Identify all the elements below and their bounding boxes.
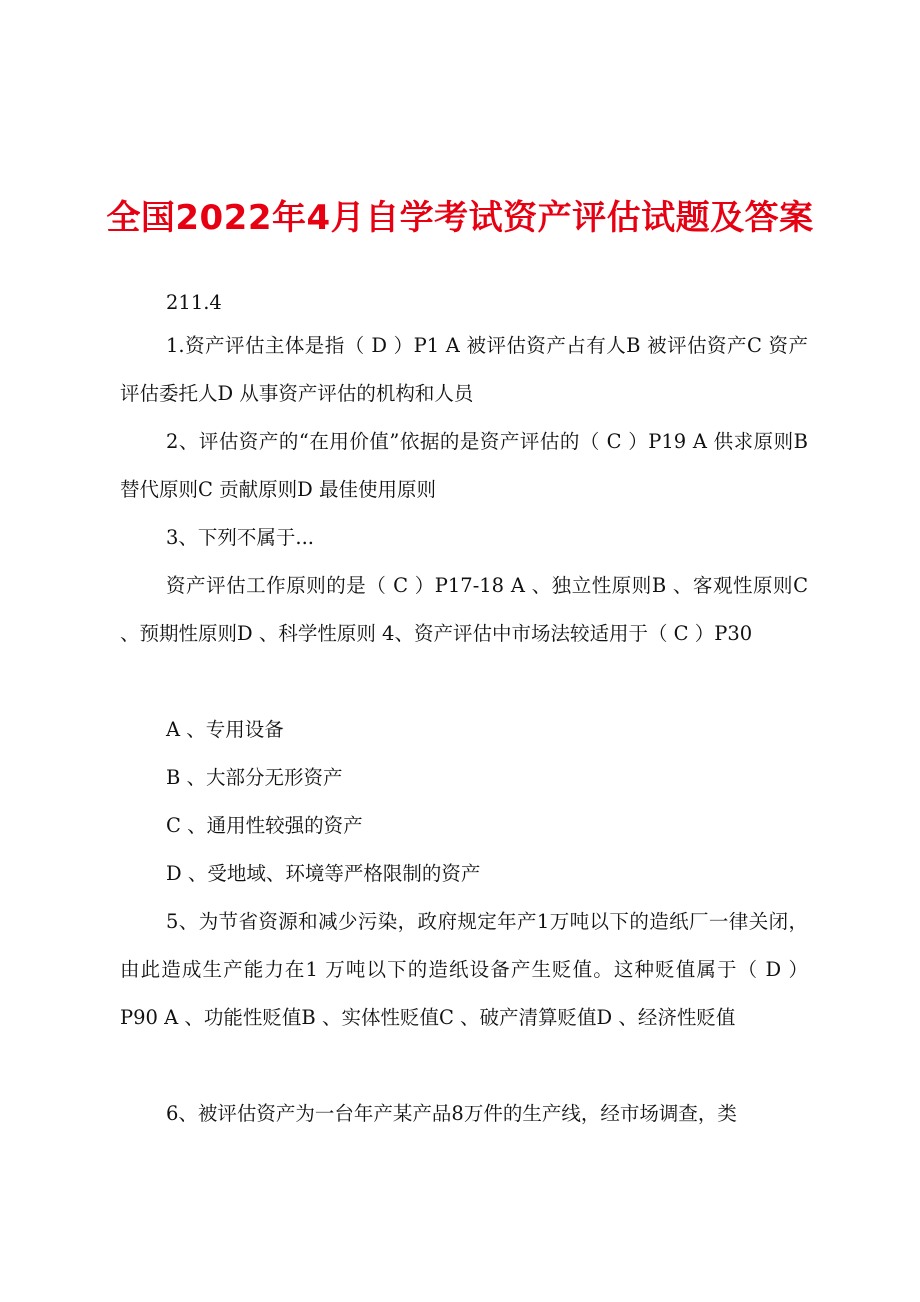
option-c	[120, 802, 808, 850]
question-2	[120, 418, 808, 514]
document-title: 全国2022年4月自学考试资产评估试题及答案	[106, 198, 814, 238]
question-5-text: 5、为节省资源和减少污染，政府规定年产1万吨以下的造纸厂一律关闭，由此造成生产能力在1 万吨以下的造纸设备产生贬值。这种贬值属于（ D ）P90 A 、功能性贬值B 、实体性贬值C 、破产清算贬值D 、经济性贬值	[120, 910, 808, 1029]
question-3-heading	[120, 514, 808, 562]
option-d	[120, 850, 808, 898]
option-a-text: A 、专用设备	[166, 718, 284, 741]
option-d-text: D 、受地域、环境等严格限制的资产	[166, 862, 481, 885]
question-2-text: 2、评估资产的“在用价值”依据的是资产评估的（ C ）P19 A 供求原则B 替代原则C 贡献原则D 最佳使用原则	[120, 430, 808, 501]
option-b	[120, 754, 808, 802]
question-5	[120, 898, 808, 1042]
option-a	[120, 706, 808, 754]
paragraph-text: 211.4	[166, 291, 222, 314]
question-3-body	[120, 562, 808, 658]
option-c-text: C 、通用性较强的资产	[166, 814, 363, 837]
question-6	[120, 1090, 808, 1138]
question-3-heading-text: 3、下列不属于...	[166, 526, 315, 549]
question-6-text: 6、被评估资产为一台年产某产品8万件的生产线，经市场调查，类	[166, 1102, 737, 1125]
option-b-text: B 、大部分无形资产	[166, 766, 343, 789]
paragraph-code	[120, 279, 808, 327]
question-1-text: 1.资产评估主体是指（ D ）P1 A 被评估资产占有人B 被评估资产C 资产评估委托人D 从事资产评估的机构和人员	[120, 334, 808, 405]
question-3-body-text: 资产评估工作原则的是（ C ）P17-18 A 、独立性原则B 、客观性原则C 、预期性原则D 、科学性原则 4、资产评估中市场法较适用于（ C ）P30	[120, 574, 808, 645]
question-1	[120, 322, 808, 418]
